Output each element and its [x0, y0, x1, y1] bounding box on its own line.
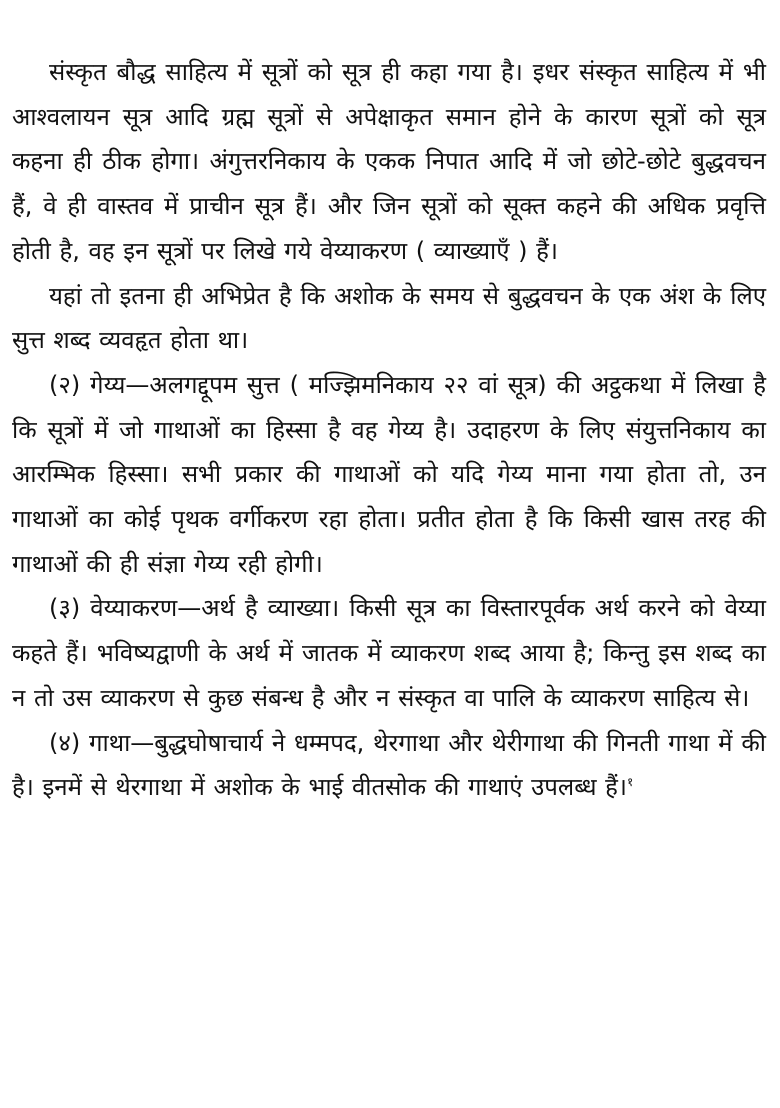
paragraph-veyyakarana: (३) वेय्याकरण—अर्थ है व्याख्या। किसी सूत्र का विस्तारपूर्वक अर्थ करने को वेय्या कहते हैं। भविष्यद्वाणी के अर्थ में जातक में व्याकरण शब्द आया है; किन्तु इस शब्द का न तो उस व्याकरण से कुछ संबन्ध है और न संस्कृत वा पालि के व्याकरण साहित्य से।: [12, 594, 766, 712]
paragraph-sutra-definition: संस्कृत बौद्ध साहित्य में सूत्रों को सूत्र ही कहा गया है। इधर संस्कृत साहित्य में भी आश्वलायन सूत्र आदि ग्रह्म सूत्रों से अपेक्षाकृत समान होने के कारण सूत्रों को सूत्र कहना ही ठीक होगा। अंगुत्तरनिकाय के एकक निपात आदि में जो छोटे-छोटे बुद्धवचन हैं, वे ही वास्तव में प्राचीन सूत्र हैं। और जिन सूत्रों को सूक्त कहने की अधिक प्रवृत्ति होती है, वह इन सूत्रों पर लिखे गये वेय्याकरण ( व्याख्याएँ ) हैं।: [12, 58, 766, 265]
paragraph-gatha-text: (४) गाथा—बुद्धघोषाचार्य ने धम्मपद, थेरगाथा और थेरीगाथा की गिनती गाथा में की है। इनमें से थेरगाथा में अशोक के भाई वीतसोक की गाथाएं उपलब्ध हैं।: [12, 728, 766, 802]
paragraph-geyya: (२) गेय्य—अलगद्दूपम सुत्त ( मज्झिमनिकाय २२ वां सूत्र) की अट्ठकथा में लिखा है कि सूत्रों में जो गाथाओं का हिस्सा है वह गेय्य है। उदाहरण के लिए संयुत्तनिकाय का आरम्भिक हिस्सा। सभी प्रकार की गाथाओं को यदि गेय्य माना गया होता तो, उन गाथाओं का कोई पृथक वर्गीकरण रहा होता। प्रतीत होता है कि किसी खास तरह की गाथाओं की ही संज्ञा गेय्य रही होगी।: [12, 370, 766, 578]
paragraph-gatha: [12, 721, 766, 810]
footnote-marker[interactable]: १: [626, 775, 634, 790]
paragraph-ashoka-era: यहां तो इतना ही अभिप्रेत है कि अशोक के समय से बुद्धवचन के एक अंश के लिए सुत्त शब्द व्यवहृत होता था।: [12, 281, 766, 355]
